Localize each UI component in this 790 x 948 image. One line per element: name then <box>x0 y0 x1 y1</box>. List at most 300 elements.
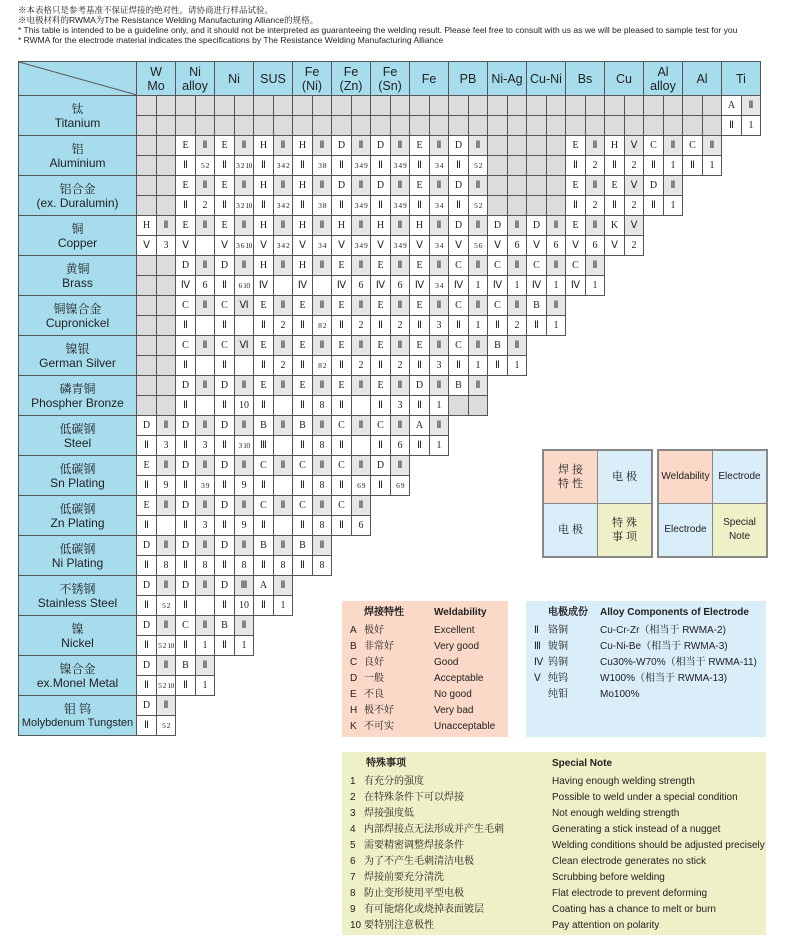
key-code: C <box>350 657 358 668</box>
matrix-cell <box>235 516 254 536</box>
cell-value: Ⅳ <box>531 280 542 291</box>
empty-cell <box>293 616 313 636</box>
matrix-cell <box>137 356 157 376</box>
empty-cell <box>683 216 703 236</box>
matrix-cell <box>274 216 293 236</box>
matrix-cell <box>410 256 430 276</box>
matrix-cell <box>235 316 254 336</box>
row-header-zh: 低碳钢 <box>59 461 96 476</box>
matrix-cell <box>625 116 644 136</box>
matrix-cell <box>449 156 469 176</box>
cell-note: Ⅱ <box>514 220 520 231</box>
matrix-cell <box>176 496 196 516</box>
cell-value: Ⅳ <box>258 280 269 291</box>
cell-value: D <box>181 460 190 471</box>
row-header-en: Stainless Steel <box>37 595 118 610</box>
key-code: E <box>350 689 357 700</box>
cell-note: 5 2 10 <box>158 641 174 650</box>
empty-cell <box>742 136 761 156</box>
matrix-cell <box>235 616 254 636</box>
matrix-cell <box>371 356 391 376</box>
matrix-cell <box>313 336 332 356</box>
matrix-cell <box>313 196 332 216</box>
column-header-line1: Fe <box>343 64 359 79</box>
key-cn: 要特别注意极性 <box>364 920 434 931</box>
matrix-cell <box>352 496 371 516</box>
row-header-en: Brass <box>62 275 93 290</box>
matrix-cell <box>157 376 176 396</box>
empty-cell <box>644 256 664 276</box>
cell-note: 3 8 <box>318 201 326 210</box>
empty-cell <box>313 676 332 696</box>
cell-note: 9 <box>241 520 247 531</box>
cell-value: Ⅱ <box>222 600 227 611</box>
row-header <box>19 136 137 176</box>
empty-cell <box>469 516 488 536</box>
cell-value: C <box>182 300 189 311</box>
cell-value: Ⅱ <box>222 160 227 171</box>
matrix-cell <box>391 96 410 116</box>
empty-cell <box>722 276 742 296</box>
empty-cell <box>410 456 430 476</box>
matrix-cell <box>215 196 235 216</box>
cell-note: 6 9 <box>396 481 404 490</box>
matrix-cell <box>371 336 391 356</box>
key-cn: 在特殊条件下可以焊接 <box>364 792 464 803</box>
empty-cell <box>625 556 644 576</box>
matrix-cell <box>293 256 313 276</box>
row-header-zh: 钼 钨 <box>63 701 92 716</box>
cell-note: 6 10 <box>238 281 250 290</box>
matrix-cell <box>293 396 313 416</box>
empty-cell <box>313 596 332 616</box>
cell-value: D <box>142 620 151 631</box>
matrix-cell <box>137 716 157 736</box>
cell-value: D <box>376 460 385 471</box>
matrix-cell <box>371 136 391 156</box>
cell-note: Ⅱ <box>475 140 481 151</box>
matrix-cell <box>586 116 605 136</box>
matrix-cell <box>196 616 215 636</box>
cell-note: Ⅱ <box>202 420 208 431</box>
cell-value: Ⅱ <box>183 480 188 491</box>
cell-value: Ⅱ <box>183 640 188 651</box>
cell-note: 1 <box>709 160 715 171</box>
matrix-cell <box>293 96 313 116</box>
cell-value: H <box>259 140 268 151</box>
matrix-cell <box>547 176 566 196</box>
matrix-cell <box>332 176 352 196</box>
cell-value: B <box>299 540 306 551</box>
cell-value: C <box>299 460 306 471</box>
key-code: Ⅳ <box>534 657 544 668</box>
cell-note: Ⅱ <box>670 140 676 151</box>
matrix-cell <box>215 256 235 276</box>
cell-value: D <box>220 380 229 391</box>
matrix-cell <box>449 356 469 376</box>
matrix-cell <box>449 216 469 236</box>
matrix-cell <box>430 136 449 156</box>
matrix-cell <box>527 156 547 176</box>
legend-en-electrode-bottom: Electrode <box>658 503 713 557</box>
empty-cell <box>644 576 664 596</box>
cell-note: Ⅱ <box>202 140 208 151</box>
cell-value: Ⅱ <box>495 320 500 331</box>
cell-value: Ⅱ <box>300 360 305 371</box>
empty-cell <box>722 176 742 196</box>
empty-cell <box>449 576 469 596</box>
empty-cell <box>371 496 391 516</box>
cell-note: Ⅱ <box>397 340 403 351</box>
empty-cell <box>586 416 605 436</box>
matrix-cell <box>293 176 313 196</box>
empty-cell <box>742 256 761 276</box>
cell-note: 2 <box>358 360 364 371</box>
matrix-cell <box>293 376 313 396</box>
empty-cell <box>566 336 586 356</box>
column-header-line1: Ni-Ag <box>491 71 523 86</box>
empty-cell <box>449 436 469 456</box>
key-cn: 良好 <box>364 657 384 668</box>
matrix-cell <box>293 356 313 376</box>
matrix-cell <box>586 236 605 256</box>
matrix-cell <box>430 356 449 376</box>
cell-value: Ⅱ <box>534 320 539 331</box>
matrix-cell <box>274 436 293 456</box>
cell-note: 8 <box>319 440 325 451</box>
matrix-cell <box>137 256 157 276</box>
column-header-line2: alloy <box>182 78 208 93</box>
cell-note: 8 <box>241 560 247 571</box>
cell-note: Ⅱ <box>202 300 208 311</box>
row-header <box>19 96 137 136</box>
matrix-cell <box>488 316 508 336</box>
row-header-en: Copper <box>57 235 98 250</box>
empty-cell <box>703 276 722 296</box>
empty-cell <box>430 456 449 476</box>
matrix-cell <box>313 256 332 276</box>
key-cn: 为了不产生毛刺清洁电极 <box>364 856 474 867</box>
cell-value: Ⅱ <box>417 400 422 411</box>
cell-note: Ⅱ <box>202 620 208 631</box>
matrix-cell <box>157 556 176 576</box>
key-en: Flat electrode to prevent deforming <box>552 888 708 899</box>
cell-value: C <box>455 260 462 271</box>
matrix-cell <box>605 236 625 256</box>
matrix-cell <box>196 596 215 616</box>
cell-note: Ⅱ <box>241 620 247 631</box>
empty-cell <box>644 556 664 576</box>
empty-cell <box>488 516 508 536</box>
matrix-cell <box>449 176 469 196</box>
matrix-cell <box>352 196 371 216</box>
empty-cell <box>391 496 410 516</box>
empty-cell <box>430 476 449 496</box>
row-header-zh: 不锈钢 <box>59 581 96 596</box>
key-en: Mo100% <box>600 689 640 700</box>
matrix-cell <box>391 436 410 456</box>
matrix-cell <box>664 196 683 216</box>
key-cn: 极好 <box>364 625 384 636</box>
matrix-cell <box>196 136 215 156</box>
empty-cell <box>274 716 293 736</box>
matrix-cell <box>508 256 527 276</box>
matrix-cell <box>508 336 527 356</box>
matrix-cell <box>469 176 488 196</box>
column-header <box>488 62 527 96</box>
matrix-cell <box>410 96 430 116</box>
empty-cell <box>683 336 703 356</box>
empty-cell <box>683 276 703 296</box>
matrix-cell <box>293 336 313 356</box>
empty-cell <box>469 476 488 496</box>
legend-en-weldability: Weldability <box>658 450 713 504</box>
matrix-cell <box>254 436 274 456</box>
matrix-cell <box>176 376 196 396</box>
cell-note: 3 <box>163 440 169 451</box>
cell-note: 3 4 9 <box>354 161 368 170</box>
column-header-line2: Mo <box>147 78 165 93</box>
empty-cell <box>683 576 703 596</box>
cell-value: C <box>182 340 189 351</box>
cell-value: E <box>221 220 228 231</box>
cell-value: Ⅴ <box>572 240 579 251</box>
matrix-cell <box>176 576 196 596</box>
cell-note: 1 <box>670 200 676 211</box>
cell-note: 3 <box>202 440 208 451</box>
legend-en-special: Special Note <box>712 503 767 557</box>
cell-value: H <box>298 140 307 151</box>
matrix-cell <box>488 356 508 376</box>
key-en: Acceptable <box>434 673 484 684</box>
matrix-cell <box>488 236 508 256</box>
empty-cell <box>683 196 703 216</box>
cell-value: Ⅱ <box>144 480 149 491</box>
matrix-cell <box>157 676 176 696</box>
cell-value: Ⅱ <box>261 360 266 371</box>
matrix-cell <box>157 216 176 236</box>
empty-cell <box>508 496 527 516</box>
cell-note: 2 <box>631 160 637 171</box>
row-header-en: Aluminium <box>49 155 106 170</box>
matrix-cell <box>332 136 352 156</box>
matrix-cell <box>313 516 332 536</box>
empty-cell <box>566 356 586 376</box>
matrix-cell <box>644 116 664 136</box>
matrix-cell <box>137 316 157 336</box>
cell-note: Ⅱ <box>241 500 247 511</box>
cell-value: Ⅱ <box>261 560 266 571</box>
matrix-cell <box>508 196 527 216</box>
cell-value: C <box>455 300 462 311</box>
matrix-cell <box>137 116 157 136</box>
cell-value: D <box>649 180 658 191</box>
matrix-cell <box>235 256 254 276</box>
cell-value: Ⅴ <box>260 240 267 251</box>
cell-note: Ⅱ <box>709 140 715 151</box>
cell-value: H <box>259 180 268 191</box>
cell-note: Ⅱ <box>241 220 247 231</box>
cell-note: Ⅱ <box>436 180 442 191</box>
matrix-cell <box>371 316 391 336</box>
cell-note: 1 <box>748 120 754 131</box>
cell-note: Ⅵ <box>239 300 249 311</box>
matrix-cell <box>508 236 527 256</box>
cell-value: E <box>572 180 579 191</box>
column-header <box>410 62 449 96</box>
cell-note: Ⅱ <box>397 460 403 471</box>
matrix-cell <box>293 116 313 136</box>
cell-value: Ⅱ <box>612 160 617 171</box>
empty-cell <box>469 536 488 556</box>
key-cn: 有充分的强度 <box>364 776 424 787</box>
matrix-cell <box>566 116 586 136</box>
cell-value: D <box>181 420 190 431</box>
empty-cell <box>313 576 332 596</box>
matrix-cell <box>254 196 274 216</box>
cell-value: Ⅱ <box>378 160 383 171</box>
empty-cell <box>742 556 761 576</box>
cell-note: 3 <box>163 240 169 251</box>
column-header-line1: Cu-Ni <box>530 71 562 86</box>
matrix-cell <box>488 176 508 196</box>
empty-cell <box>469 496 488 516</box>
cell-value: Ⅱ <box>456 320 461 331</box>
cell-value: D <box>493 220 502 231</box>
matrix-cell <box>274 396 293 416</box>
cell-value: C <box>377 420 384 431</box>
row-header-zh: 磷青铜 <box>59 381 96 396</box>
key-cn: 焊接前要充分清洗 <box>364 872 444 883</box>
cell-value: Ⅱ <box>339 480 344 491</box>
matrix-cell <box>430 236 449 256</box>
matrix-cell <box>313 536 332 556</box>
matrix-cell <box>352 356 371 376</box>
cell-note: 2 <box>631 240 637 251</box>
column-header-line1: Fe <box>421 71 437 86</box>
matrix-cell <box>332 516 352 536</box>
matrix-cell <box>137 96 157 116</box>
matrix-cell <box>449 316 469 336</box>
empty-cell <box>547 356 566 376</box>
empty-cell <box>664 356 683 376</box>
matrix-cell <box>215 156 235 176</box>
cell-note: 1 <box>592 280 598 291</box>
matrix-cell <box>196 576 215 596</box>
matrix-cell <box>508 316 527 336</box>
key-en: Scrubbing before welding <box>552 872 665 883</box>
cell-note: 3 9 <box>201 481 209 490</box>
matrix-cell <box>703 136 722 156</box>
cell-note: 3 4 2 <box>276 241 290 250</box>
column-header <box>332 62 371 96</box>
row-header-en: Zn Plating <box>50 515 105 530</box>
row-header-en: Titanium <box>54 115 101 130</box>
matrix-cell <box>449 276 469 296</box>
matrix-cell <box>566 256 586 276</box>
cell-note: Ⅱ <box>397 180 403 191</box>
matrix-cell <box>371 236 391 256</box>
cell-value: C <box>299 500 306 511</box>
matrix-cell <box>352 156 371 176</box>
cell-value: C <box>455 340 462 351</box>
empty-cell <box>254 636 274 656</box>
matrix-cell <box>176 516 196 536</box>
matrix-cell <box>274 376 293 396</box>
cell-note: Ⅴ <box>630 140 638 151</box>
cell-note: 1 <box>475 320 481 331</box>
cell-value: Ⅴ <box>416 240 423 251</box>
matrix-cell <box>391 296 410 316</box>
cell-note: Ⅱ <box>202 340 208 351</box>
matrix-cell <box>586 176 605 196</box>
key-cn: 钨铜 <box>548 657 568 668</box>
matrix-cell <box>449 396 469 416</box>
cell-note: 2 <box>202 200 208 211</box>
cell-value: E <box>260 300 267 311</box>
empty-cell <box>586 396 605 416</box>
empty-cell <box>508 636 527 656</box>
matrix-cell <box>215 396 235 416</box>
matrix-cell <box>430 276 449 296</box>
cell-note: Ⅱ <box>319 300 325 311</box>
cell-value: Ⅱ <box>417 440 422 451</box>
matrix-cell <box>215 356 235 376</box>
cell-note: 1 <box>202 680 208 691</box>
matrix-cell <box>254 296 274 316</box>
matrix-cell <box>371 276 391 296</box>
matrix-cell <box>508 276 527 296</box>
cell-value: D <box>376 140 385 151</box>
matrix-cell <box>391 176 410 196</box>
cell-note: Ⅵ <box>239 340 249 351</box>
empty-cell <box>293 696 313 716</box>
cell-note: Ⅱ <box>475 180 481 191</box>
cell-value: E <box>260 380 267 391</box>
empty-cell <box>703 356 722 376</box>
cell-note: Ⅱ <box>397 260 403 271</box>
matrix-cell <box>196 276 215 296</box>
cell-value: H <box>142 220 151 231</box>
empty-cell <box>215 676 235 696</box>
empty-cell <box>742 396 761 416</box>
cell-note: 2 <box>358 320 364 331</box>
matrix-cell <box>215 516 235 536</box>
cell-value: Ⅱ <box>183 600 188 611</box>
key-cn: 纯钼 <box>548 689 568 700</box>
matrix-cell <box>332 396 352 416</box>
matrix-cell <box>215 376 235 396</box>
matrix-cell <box>157 176 176 196</box>
matrix-cell <box>176 556 196 576</box>
empty-cell <box>683 236 703 256</box>
empty-cell <box>508 456 527 476</box>
cell-note: 1 <box>514 360 520 371</box>
key-cn: 铍铜 <box>548 641 568 652</box>
matrix-cell <box>215 536 235 556</box>
empty-cell <box>742 336 761 356</box>
empty-cell <box>430 496 449 516</box>
cell-value: Ⅱ <box>300 520 305 531</box>
empty-cell <box>449 556 469 576</box>
matrix-cell <box>488 196 508 216</box>
cell-note: Ⅱ <box>475 340 481 351</box>
matrix-cell <box>586 96 605 116</box>
empty-cell <box>527 416 547 436</box>
empty-cell <box>722 576 742 596</box>
cell-value: Ⅱ <box>339 320 344 331</box>
matrix-cell <box>235 156 254 176</box>
